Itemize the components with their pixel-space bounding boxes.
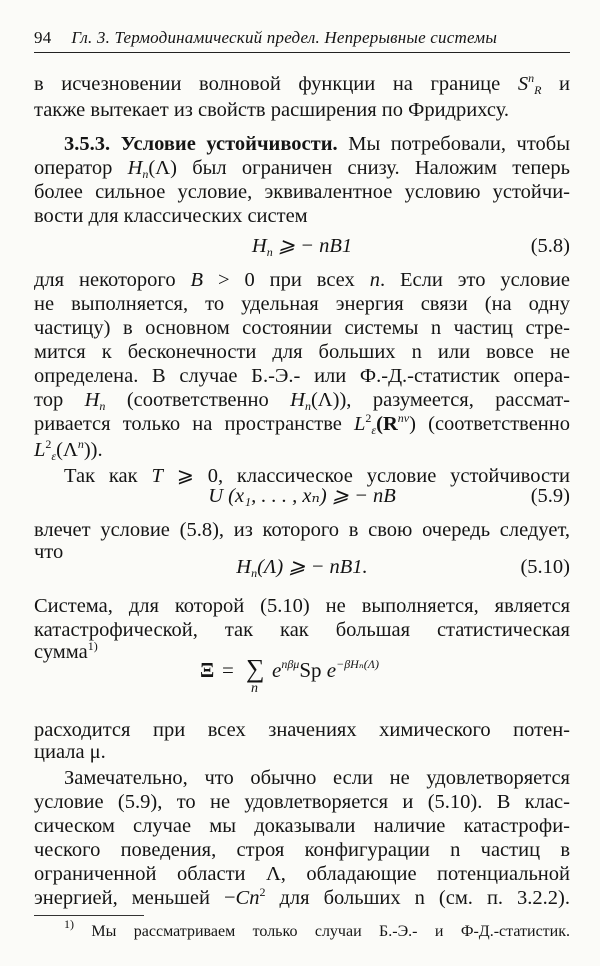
page-number: 94	[34, 28, 52, 47]
text-line: влечет условие (5.8), из которого в свою очередь следует,	[34, 519, 570, 541]
footnote-mark: 1)	[64, 917, 74, 931]
footnote-rule	[34, 915, 144, 916]
header-rule	[34, 52, 570, 53]
grand-partition-sum-formula: Ξ = ∑ n $e^{n\beta\mu}Sp$ $e^{-\beta H_n(\Lambda)}$	[200, 654, 379, 696]
footnote: $^{1)}$ Мы рассматриваем только случаи Б.-Э.- и Ф-Д.-статистик.	[64, 917, 570, 940]
section-number: 3.5.3.	[64, 133, 111, 155]
text-line: циала μ.	[34, 741, 106, 763]
text-line: Замечательно, что обычно если не удовлетворяется	[64, 767, 570, 789]
text-line: условие (5.9), то не удовлетворяется и (5.10). В клас-	[34, 791, 570, 813]
text-line: в исчезновении волновой функции на границе $S^n_R$ и	[34, 71, 570, 97]
equation-number: (5.9)	[530, 485, 570, 507]
text-line: Так как T ⩾ 0, классическое условие устойчивости	[64, 465, 571, 487]
equation-5-9: U (x₁, . . . , xₙ) ⩾ − nB (5.9)	[34, 482, 570, 510]
text-line: более сильное условие, эквивалентное условию устойчи-	[34, 181, 570, 203]
text-line: сическом случае мы доказывали наличие катастрофи-	[34, 815, 570, 837]
equation-5-8: $H_n$ ⩾ − nB1 (5.8)	[34, 232, 570, 260]
equation-number: (5.8)	[530, 235, 570, 257]
running-header	[34, 28, 570, 48]
section-title: Условие устойчивости.	[120, 133, 338, 155]
text-line: не выполняется, то удельная энергия связи (на одну	[34, 293, 570, 315]
text-line: вости для классических систем	[34, 205, 308, 227]
text-line: $L^2_\varepsilon(\Lambda^n)$).	[34, 437, 103, 463]
text-line: Система, для которой (5.10) не выполняется, является	[34, 595, 570, 617]
text-line: частицу) в основном состоянии системы n частиц стре-	[34, 317, 570, 339]
footnote-ref: 1)	[87, 639, 98, 653]
text-line: ривается только на пространстве $L^2_\varepsilon(R^{n\nu})$ (соответственно	[34, 411, 570, 437]
text-line: сумма$^{1)}$	[34, 639, 98, 663]
text-line: тор $H_n$ (соответственно $H_n(\Lambda)$), разумеется, рассмат-	[34, 389, 571, 413]
text-line: катастрофической, так как большая статистическая	[34, 619, 570, 641]
text-line: ческого поведения, строя конфигурации n частиц в	[34, 839, 570, 861]
text-line: расходится при всех значениях химического потен-	[34, 719, 570, 741]
text-line: мится к бесконечности для больших n или вовсе не	[34, 341, 570, 363]
text-line: определена. В случае Б.-Э.- или Ф.-Д.-статистик опера-	[34, 365, 570, 387]
running-title: Гл. 3. Термодинамический предел. Непрерывные системы	[71, 28, 498, 47]
text-line: энергией, меньшей $-Cn^2$ для больших n (см. п. 3.2.2).	[34, 885, 571, 909]
text-line: оператор $H_n(\Lambda)$ был ограничен снизу. Наложим теперь	[34, 157, 570, 181]
text-line: также вытекает из свойств расширения по Фридрихсу.	[34, 99, 510, 121]
equation-5-10: $H_n(\Lambda)$ ⩾ − nB1. (5.10)	[34, 553, 570, 581]
equation-number: (5.10)	[520, 556, 570, 578]
summation-sign: ∑	[246, 654, 265, 683]
text-line: что	[34, 541, 64, 563]
text-line: ограниченной области Λ, обладающие потенциальной	[34, 863, 570, 885]
text-line: для некоторого B > 0 при всех n. Если это условие	[34, 269, 570, 291]
section-heading-line: 3.5.3. Условие устойчивости. Мы потребовали, чтобы	[64, 133, 570, 155]
